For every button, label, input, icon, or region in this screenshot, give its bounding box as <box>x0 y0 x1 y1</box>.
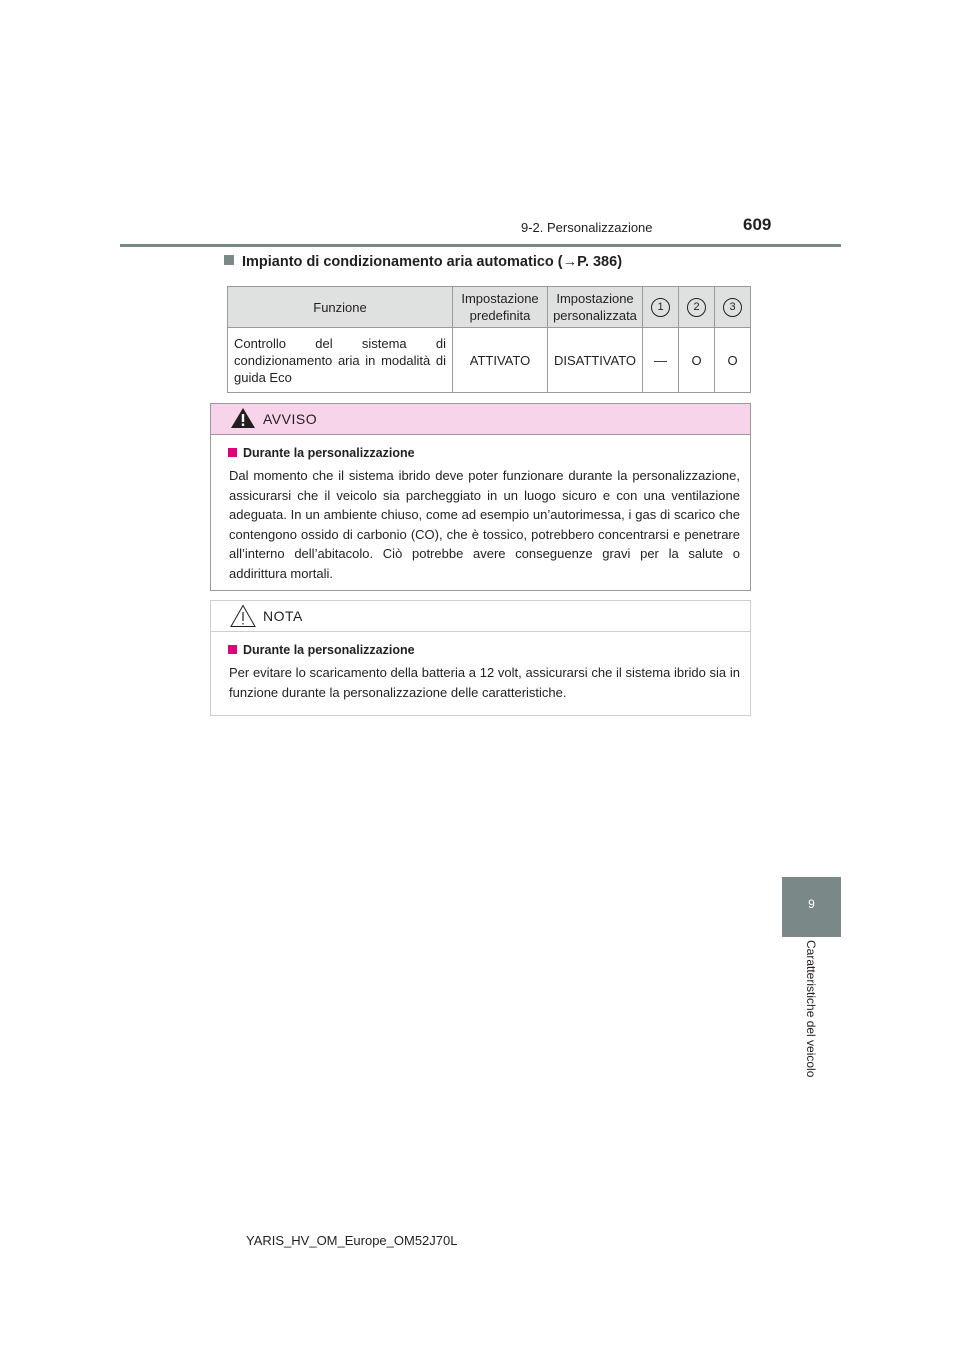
warning-box <box>210 403 751 591</box>
warning-header <box>211 404 750 435</box>
column-header-method-3 <box>715 287 751 328</box>
circled-number-icon: 1 <box>651 298 670 317</box>
note-box <box>210 600 751 716</box>
header-section-title: 9-2. Personalizzazione <box>521 220 653 235</box>
pink-square-bullet-icon <box>228 645 237 654</box>
circled-number-icon: 2 <box>687 298 706 317</box>
warning-triangle-icon <box>230 407 256 429</box>
note-title: NOTA <box>263 608 303 624</box>
table-header-row <box>228 287 751 328</box>
square-bullet-icon <box>224 255 234 265</box>
settings-table <box>227 286 751 393</box>
table-row <box>228 328 751 393</box>
section-heading <box>224 254 622 270</box>
circled-number-icon: 3 <box>723 298 742 317</box>
column-header-method-2 <box>679 287 715 328</box>
chapter-label: Caratteristiche del veicolo <box>804 940 818 1078</box>
table-cell-method-1: — <box>643 328 679 393</box>
warning-text: Dal momento che il sistema ibrido deve poter funzionare durante la personalizzazione, assicurarsi che il veicolo sia parcheggiato in un luogo sicuro e con una ventilazione adeguata. In un ambiente chiuso, come ad esempio un’autorimessa, i gas di scarico che contengono ossido di carbonio (CO), che è tossico, potrebbero concentrarsi e penetrare all’interno dell’abitacolo. Ciò potrebbe avere conseguenze gravi per la salute o addirittura mortali. <box>229 468 740 581</box>
column-header-method-1 <box>643 287 679 328</box>
column-header-default: Impostazione predefinita <box>453 287 548 328</box>
table-cell-method-3: O <box>715 328 751 393</box>
warning-subheading <box>228 446 415 460</box>
table-cell-method-2: O <box>679 328 715 393</box>
pink-square-bullet-icon <box>228 448 237 457</box>
page-number: 609 <box>743 215 772 234</box>
table-cell-default: ATTIVATO <box>453 328 548 393</box>
table-cell-custom: DISATTIVATO <box>548 328 643 393</box>
column-header-funzione: Funzione <box>228 287 453 328</box>
caution-triangle-icon <box>230 604 256 628</box>
section-heading-text: Impianto di condizionamento aria automatico (→P. 386) <box>242 254 623 270</box>
warning-title: AVVISO <box>263 411 318 427</box>
chapter-label-wrap <box>782 940 841 1110</box>
note-subheading-text: Durante la personalizzazione <box>243 643 415 657</box>
note-subheading <box>228 643 415 657</box>
column-header-custom: Impostazione personalizzata <box>548 287 643 328</box>
note-header <box>211 601 750 632</box>
document-footer: YARIS_HV_OM_Europe_OM52J70L <box>246 1233 458 1248</box>
chapter-tab <box>782 877 841 937</box>
note-text: Per evitare lo scaricamento della batteria a 12 volt, assicurarsi che il sistema ibrido sia in funzione durante la personalizzazione delle caratteristiche. <box>229 665 740 700</box>
table-cell-function: Controllo del sistema di condizionamento aria in modalità di guida Eco <box>228 328 453 393</box>
chapter-number: 9 <box>808 897 815 911</box>
warning-subheading-text: Durante la personalizzazione <box>243 446 415 460</box>
header-divider <box>120 244 841 247</box>
